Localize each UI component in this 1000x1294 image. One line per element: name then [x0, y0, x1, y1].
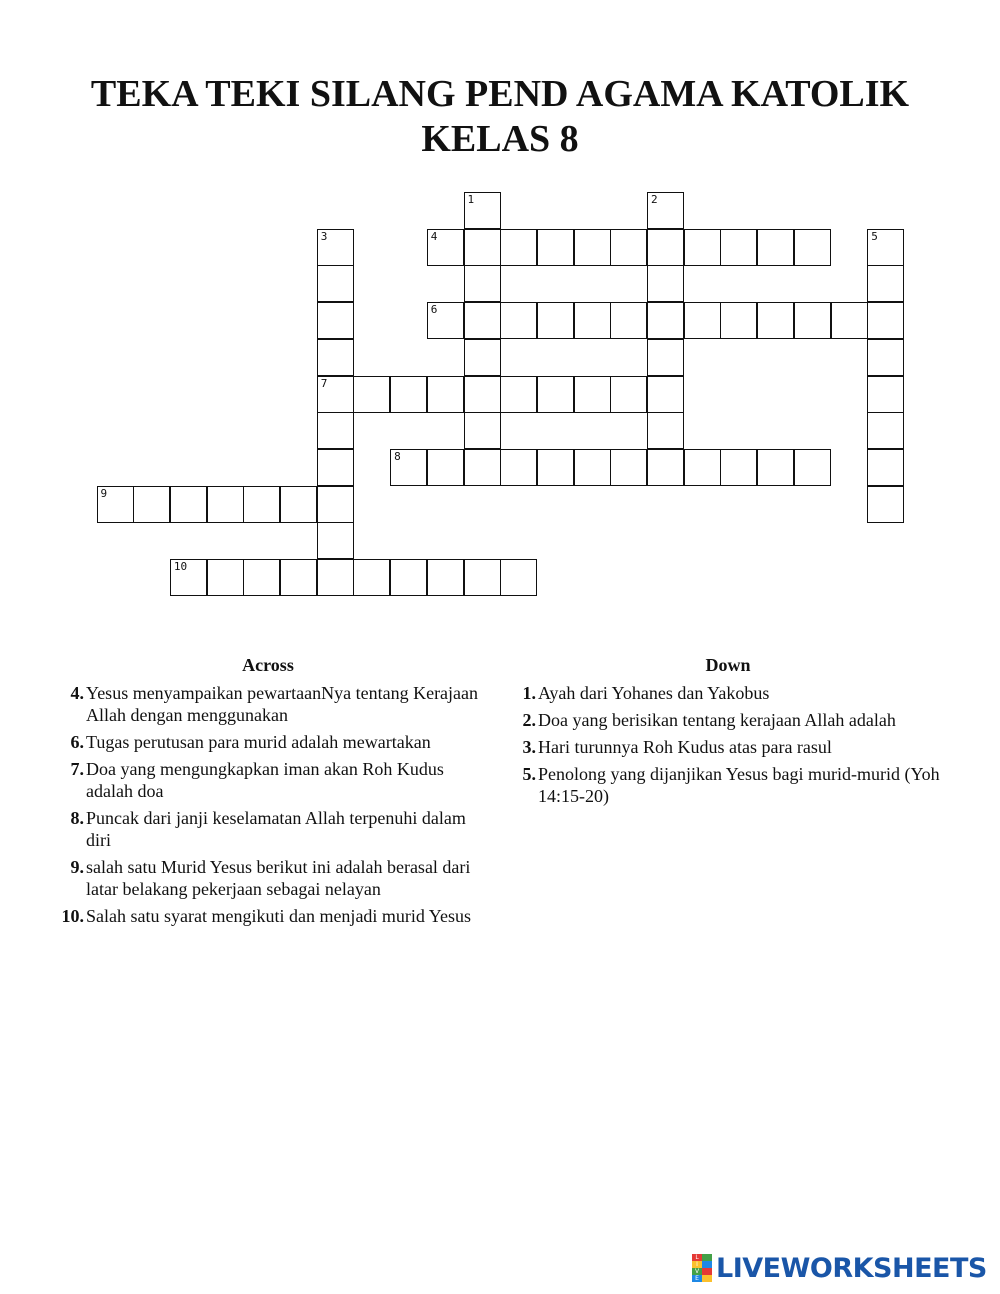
crossword-letter-input[interactable] — [575, 303, 610, 338]
crossword-cell[interactable] — [867, 449, 904, 486]
crossword-cell[interactable] — [464, 229, 501, 266]
crossword-cell[interactable] — [500, 376, 537, 413]
clue-number: 2 — [651, 193, 658, 206]
crossword-cell[interactable] — [317, 302, 354, 339]
crossword-cell[interactable] — [574, 449, 611, 486]
crossword-cell[interactable] — [500, 302, 537, 339]
crossword-cell[interactable] — [317, 339, 354, 376]
crossword-letter-input[interactable] — [501, 230, 536, 265]
crossword-letter-input[interactable] — [428, 230, 463, 265]
crossword-cell[interactable] — [390, 376, 427, 413]
crossword-letter-input[interactable] — [428, 377, 463, 412]
crossword-cell[interactable] — [757, 229, 794, 266]
crossword-cell[interactable] — [537, 229, 574, 266]
crossword-cell[interactable] — [757, 302, 794, 339]
crossword-letter-input[interactable] — [465, 266, 500, 301]
crossword-cell[interactable] — [610, 229, 647, 266]
crossword-cell[interactable] — [867, 229, 904, 266]
crossword-letter-input[interactable] — [171, 487, 206, 522]
crossword-letter-input[interactable] — [795, 230, 830, 265]
crossword-letter-input[interactable] — [575, 377, 610, 412]
crossword-cell[interactable] — [500, 229, 537, 266]
clue-number: 1 — [467, 193, 475, 206]
crossword-letter-input[interactable] — [868, 266, 903, 301]
clue-down-1: 1. Ayah dari Yohanes dan Yakobus — [522, 683, 770, 703]
clue-number: 5 — [871, 229, 878, 243]
clue-down-3: 3. Hari turunnya Roh Kudus atas para rasul — [522, 737, 832, 757]
crossword-letter-input[interactable] — [281, 560, 316, 595]
crossword-cell[interactable] — [427, 449, 464, 486]
crossword-cell[interactable] — [207, 486, 244, 523]
crossword-cell[interactable] — [427, 559, 464, 596]
crossword-letter-input[interactable] — [868, 230, 903, 265]
crossword-letter-input[interactable] — [208, 560, 243, 595]
title-line-1: TEKA TEKI SILANG PEND AGAMA KATOLIK — [90, 73, 910, 115]
crossword-cell[interactable] — [464, 376, 501, 413]
crossword-cell[interactable] — [170, 559, 207, 596]
down-clues — [508, 654, 948, 812]
crossword-letter-input[interactable] — [538, 230, 573, 265]
crossword-cell[interactable] — [317, 229, 354, 266]
crossword-cell[interactable] — [317, 559, 354, 596]
crossword-cell[interactable] — [684, 302, 721, 339]
crossword-cell[interactable] — [500, 449, 537, 486]
crossword-cell[interactable] — [647, 339, 684, 376]
crossword-cell[interactable] — [647, 192, 684, 229]
crossword-letter-input[interactable] — [391, 377, 426, 412]
clue-across-6: 6. Tugas perutusan para murid adalah mewartakan — [70, 732, 431, 752]
crossword-letter-input[interactable] — [538, 377, 573, 412]
clue-number: 6 — [430, 303, 438, 317]
crossword-grid — [0, 0, 1000, 620]
crossword-letter-input[interactable] — [501, 450, 536, 485]
crossword-letter-input[interactable] — [685, 230, 720, 265]
crossword-cell[interactable] — [684, 229, 721, 266]
crossword-cell[interactable] — [464, 302, 501, 339]
crossword-letter-input[interactable] — [244, 487, 279, 522]
crossword-cell[interactable] — [794, 449, 831, 486]
crossword-cell[interactable] — [647, 376, 684, 413]
crossword-letter-input[interactable] — [465, 193, 500, 228]
crossword-letter-input[interactable] — [648, 413, 683, 448]
crossword-letter-input[interactable] — [795, 450, 830, 485]
crossword-cell[interactable] — [684, 449, 721, 486]
crossword-letter-input[interactable] — [648, 340, 683, 375]
crossword-letter-input[interactable] — [318, 560, 353, 595]
clue-number: 4 — [430, 229, 438, 243]
crossword-letter-input[interactable] — [354, 560, 389, 595]
crossword-cell[interactable] — [390, 559, 427, 596]
clue-number: 3 — [320, 229, 328, 243]
crossword-cell[interactable] — [794, 302, 831, 339]
crossword-letter-input[interactable] — [465, 413, 500, 448]
crossword-cell[interactable] — [464, 449, 501, 486]
crossword-letter-input[interactable] — [244, 560, 279, 595]
crossword-letter-input[interactable] — [465, 560, 500, 595]
crossword-letter-input[interactable] — [648, 303, 683, 338]
clue-number: 10 — [173, 560, 188, 573]
clue-across-4: 4. Yesus menyampaikan pewartaanNya tentang Kerajaan Allah dengan menggunakan — [70, 683, 479, 725]
down-heading: Down — [705, 655, 751, 675]
crossword-cell[interactable] — [390, 449, 427, 486]
crossword-cell[interactable] — [647, 302, 684, 339]
crossword-cell[interactable] — [133, 486, 170, 523]
crossword-cell[interactable] — [831, 302, 868, 339]
clue-number: 7 — [320, 376, 328, 390]
crossword-cell[interactable] — [610, 449, 647, 486]
crossword-cell[interactable] — [427, 229, 464, 266]
crossword-letter-input[interactable] — [611, 303, 646, 338]
crossword-letter-input[interactable] — [611, 450, 646, 485]
crossword-letter-input[interactable] — [318, 450, 353, 485]
crossword-letter-input[interactable] — [318, 266, 353, 301]
clue-down-2: 2. Doa yang berisikan tentang kerajaan Allah adalah — [522, 710, 896, 730]
crossword-cell[interactable] — [464, 559, 501, 596]
crossword-cell[interactable] — [243, 559, 280, 596]
crossword-letter-input[interactable] — [611, 377, 646, 412]
crossword-letter-input[interactable] — [318, 413, 353, 448]
crossword-cell[interactable] — [427, 302, 464, 339]
across-heading: Across — [242, 655, 294, 675]
crossword-letter-input[interactable] — [538, 450, 573, 485]
crossword-letter-input[interactable] — [611, 230, 646, 265]
crossword-cell[interactable] — [867, 412, 904, 449]
crossword-cell[interactable] — [317, 522, 354, 559]
crossword-cell[interactable] — [720, 229, 757, 266]
clue-across-9: 9. salah satu Murid Yesus berikut ini adalah berasal dari latar belakang pekerjaan sebagai nelayan — [70, 857, 471, 899]
crossword-cell[interactable] — [207, 559, 244, 596]
crossword-letter-input[interactable] — [721, 230, 756, 265]
crossword-cell[interactable] — [537, 302, 574, 339]
clue-down-5: 5. Penolong yang dijanjikan Yesus bagi murid-murid (Yoh 14:15-20) — [522, 764, 940, 806]
crossword-letter-input[interactable] — [648, 266, 683, 301]
crossword-cell[interactable] — [757, 449, 794, 486]
crossword-cell[interactable] — [464, 412, 501, 449]
crossword-letter-input[interactable] — [501, 303, 536, 338]
crossword-cell[interactable] — [537, 376, 574, 413]
crossword-cell[interactable] — [317, 376, 354, 413]
crossword-cell[interactable] — [867, 376, 904, 413]
crossword-cell[interactable] — [720, 449, 757, 486]
crossword-cell[interactable] — [647, 449, 684, 486]
crossword-cell[interactable] — [464, 192, 501, 229]
crossword-letter-input[interactable] — [318, 303, 353, 338]
crossword-letter-input[interactable] — [721, 303, 756, 338]
crossword-letter-input[interactable] — [428, 303, 463, 338]
crossword-cell[interactable] — [317, 265, 354, 302]
crossword-letter-input[interactable] — [758, 230, 793, 265]
crossword-letter-input[interactable] — [428, 450, 463, 485]
crossword-letter-input[interactable] — [868, 487, 903, 522]
crossword-letter-input[interactable] — [465, 340, 500, 375]
crossword-cell[interactable] — [427, 376, 464, 413]
crossword-cell[interactable] — [867, 486, 904, 523]
crossword-cell[interactable] — [97, 486, 134, 523]
crossword-cell[interactable] — [610, 376, 647, 413]
crossword-letter-input[interactable] — [758, 450, 793, 485]
crossword-cell[interactable] — [647, 229, 684, 266]
crossword-cell[interactable] — [867, 302, 904, 339]
crossword-letter-input[interactable] — [575, 450, 610, 485]
crossword-cell[interactable] — [647, 412, 684, 449]
crossword-letter-input[interactable] — [832, 303, 867, 338]
crossword-cell[interactable] — [500, 559, 537, 596]
liveworksheets-logo-icon: L I V E — [692, 1254, 712, 1282]
crossword-cell[interactable] — [537, 449, 574, 486]
crossword-letter-input[interactable] — [501, 377, 536, 412]
crossword-letter-input[interactable] — [391, 560, 426, 595]
crossword-letter-input[interactable] — [795, 303, 830, 338]
crossword-cell[interactable] — [647, 265, 684, 302]
crossword-cell[interactable] — [794, 229, 831, 266]
crossword-cell[interactable] — [353, 559, 390, 596]
crossword-letter-input[interactable] — [758, 303, 793, 338]
crossword-letter-input[interactable] — [868, 340, 903, 375]
crossword-letter-input[interactable] — [318, 340, 353, 375]
crossword-letter-input[interactable] — [318, 487, 353, 522]
crossword-letter-input[interactable] — [171, 560, 206, 595]
crossword-letter-input[interactable] — [868, 450, 903, 485]
clue-across-7: 7. Doa yang mengungkapkan iman akan Roh Kudus adalah doa — [70, 759, 444, 801]
crossword-cell[interactable] — [280, 559, 317, 596]
crossword-cell[interactable] — [574, 229, 611, 266]
crossword-cell[interactable] — [170, 486, 207, 523]
clue-number: 8 — [394, 449, 401, 463]
crossword-letter-input[interactable] — [868, 413, 903, 448]
crossword-letter-input[interactable] — [648, 193, 683, 228]
clue-number: 9 — [100, 486, 108, 500]
crossword-cell[interactable] — [574, 376, 611, 413]
crossword-letter-input[interactable] — [208, 487, 243, 522]
crossword-letter-input[interactable] — [538, 303, 573, 338]
crossword-letter-input[interactable] — [318, 523, 353, 558]
liveworksheets-logo — [692, 1252, 987, 1284]
crossword-cell[interactable] — [317, 486, 354, 523]
crossword-letter-input[interactable] — [134, 487, 169, 522]
crossword-letter-input[interactable] — [465, 303, 500, 338]
crossword-letter-input[interactable] — [721, 450, 756, 485]
crossword-letter-input[interactable] — [648, 230, 683, 265]
crossword-letter-input[interactable] — [428, 560, 463, 595]
clue-across-10: 10. Salah satu syarat mengikuti dan menjadi murid Yesus — [61, 906, 471, 926]
crossword-letter-input[interactable] — [868, 377, 903, 412]
crossword-letter-input[interactable] — [354, 377, 389, 412]
crossword-letter-input[interactable] — [98, 487, 133, 522]
crossword-letter-input[interactable] — [318, 377, 353, 412]
crossword-cell[interactable] — [610, 302, 647, 339]
crossword-cell[interactable] — [317, 412, 354, 449]
crossword-cell[interactable] — [574, 302, 611, 339]
across-clues — [56, 654, 480, 932]
crossword-cell[interactable] — [317, 449, 354, 486]
crossword-cell[interactable] — [867, 339, 904, 376]
crossword-letter-input[interactable] — [391, 450, 426, 485]
crossword-letter-input[interactable] — [501, 560, 536, 595]
crossword-letter-input[interactable] — [281, 487, 316, 522]
crossword-letter-input[interactable] — [648, 377, 683, 412]
crossword-cell[interactable] — [464, 339, 501, 376]
logo-text: LIVEWORKSHEETS — [716, 1252, 987, 1284]
clue-across-8: 8. Puncak dari janji keselamatan Allah terpenuhi dalam diri — [70, 808, 466, 850]
crossword-letter-input[interactable] — [685, 450, 720, 485]
crossword-cell[interactable] — [867, 265, 904, 302]
crossword-letter-input[interactable] — [685, 303, 720, 338]
crossword-letter-input[interactable] — [465, 450, 500, 485]
crossword-letter-input[interactable] — [465, 377, 500, 412]
crossword-letter-input[interactable] — [318, 230, 353, 265]
crossword-cell[interactable] — [720, 302, 757, 339]
crossword-cell[interactable] — [464, 265, 501, 302]
crossword-cell[interactable] — [353, 376, 390, 413]
crossword-cell[interactable] — [243, 486, 280, 523]
crossword-letter-input[interactable] — [575, 230, 610, 265]
crossword-letter-input[interactable] — [648, 450, 683, 485]
crossword-cell[interactable] — [280, 486, 317, 523]
crossword-letter-input[interactable] — [868, 303, 903, 338]
crossword-letter-input[interactable] — [465, 230, 500, 265]
title-line-2: KELAS 8 — [421, 118, 579, 160]
